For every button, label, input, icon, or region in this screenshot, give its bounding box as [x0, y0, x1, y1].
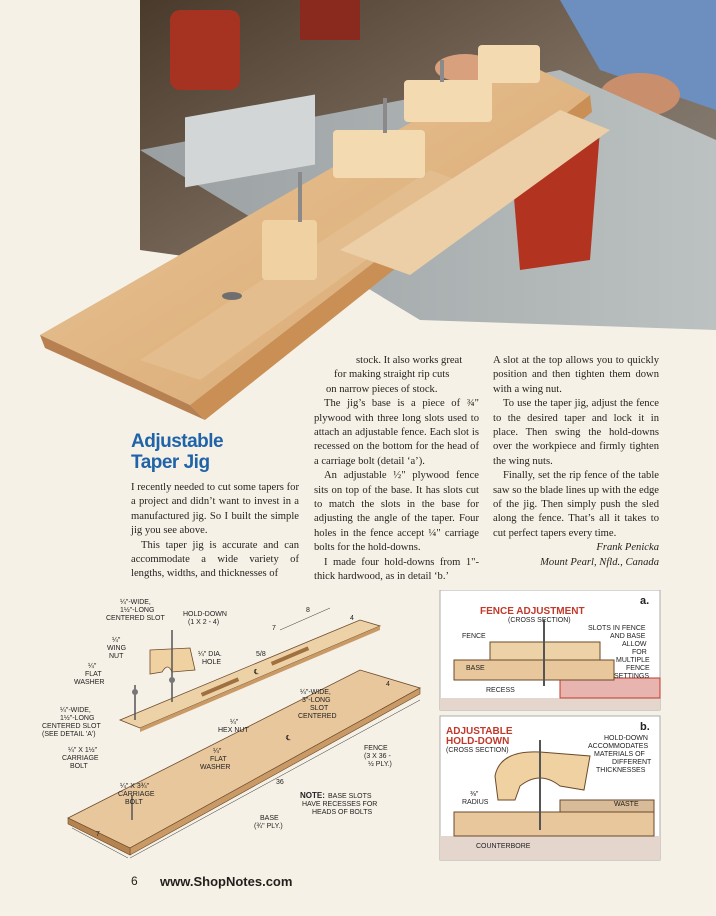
- paragraph: The jig’s base is a piece of ¾" plywood with three long slots used to attach an adjustable fence. Each slot is recessed on the bottom for the head of a carriage bolt (detail ‘a’).: [314, 398, 479, 467]
- svg-text:ACCOMMODATES: ACCOMMODATES: [588, 743, 649, 750]
- svg-text:(CROSS SECTION): (CROSS SECTION): [508, 617, 571, 624]
- svg-text:HOLE: HOLE: [202, 659, 222, 666]
- svg-text:MULTIPLE: MULTIPLE: [616, 657, 650, 664]
- svg-text:HOLD-DOWN: HOLD-DOWN: [183, 611, 227, 618]
- article-title: Adjustable Taper Jig: [131, 431, 224, 473]
- svg-text:HOLD-DOWN: HOLD-DOWN: [604, 735, 648, 742]
- website-link[interactable]: www.ShopNotes.com: [160, 874, 293, 889]
- svg-text:(SEE DETAIL 'a'): (SEE DETAIL 'a'): [42, 731, 96, 738]
- paragraph-line: for making straight rip cuts: [334, 369, 450, 381]
- detail-b: [440, 716, 660, 860]
- svg-text:36: 36: [276, 779, 284, 786]
- label-slot-top: [106, 599, 165, 622]
- svg-text:(1 x 2 - 4): (1 x 2 - 4): [188, 619, 220, 626]
- svg-text:1½"-LONG: 1½"-LONG: [120, 607, 155, 614]
- paragraph: An adjustable ½" plywood fence sits on top of the base. It has slots cut to match the slots in the base for adjusting the angle of the taper. Four holes in the fence accept ¼" carriage bolts for the hold-downs.: [314, 470, 479, 554]
- label-fence: [364, 745, 392, 768]
- svg-text:8: 8: [306, 607, 310, 614]
- svg-text:DIFFERENT: DIFFERENT: [612, 759, 652, 766]
- label-dia-hole: [198, 651, 222, 666]
- label-wing-nut: [107, 637, 126, 660]
- column-3: [493, 354, 659, 570]
- svg-text:THICKNESSES: THICKNESSES: [596, 767, 646, 774]
- svg-text:½ PLY.): ½ PLY.): [368, 761, 392, 768]
- paragraph: Finally, set the rip fence of the table saw so the blade lines up with the edge of the jig. Then simply push the sled along the fence. That’s all it takes to cut perfect tapers every time.: [493, 470, 659, 539]
- svg-text:¼" x 3¾": ¼" x 3¾": [120, 783, 150, 790]
- paragraph-line: stock. It also works great: [356, 355, 463, 366]
- svg-text:COUNTERBORE: COUNTERBORE: [476, 843, 531, 850]
- svg-text:CENTERED SLOT: CENTERED SLOT: [42, 723, 101, 730]
- svg-text:NOTE:: NOTE:: [300, 791, 325, 800]
- svg-text:1½"-LONG: 1½"-LONG: [60, 715, 95, 722]
- svg-text:SETTINGS: SETTINGS: [614, 673, 650, 680]
- svg-text:HEX NUT: HEX NUT: [218, 727, 249, 734]
- svg-text:RADIUS: RADIUS: [462, 799, 489, 806]
- svg-text:FLAT: FLAT: [210, 756, 227, 763]
- svg-text:ALLOW: ALLOW: [622, 641, 647, 648]
- column-2: [314, 354, 479, 585]
- svg-text:¼"-WIDE,: ¼"-WIDE,: [300, 689, 331, 696]
- svg-text:¼": ¼": [213, 748, 222, 755]
- svg-text:3"-LONG: 3"-LONG: [302, 697, 331, 704]
- svg-text:WASHER: WASHER: [200, 764, 231, 771]
- svg-text:BASE: BASE: [466, 665, 485, 672]
- svg-text:¼": ¼": [88, 663, 97, 670]
- svg-text:WASHER: WASHER: [74, 679, 105, 686]
- svg-text:¼": ¼": [112, 637, 121, 644]
- svg-text:WING: WING: [107, 645, 127, 652]
- svg-text:4: 4: [350, 615, 354, 622]
- svg-text:¼"-WIDE,: ¼"-WIDE,: [60, 707, 91, 714]
- label-slot-left: [42, 707, 101, 738]
- paragraph: To use the taper jig, adjust the fence to the desired taper and lock it in place. Then swing the hold-downs over the workpiece and firmly tighten the wing nuts.: [493, 398, 659, 467]
- svg-text:BASE: BASE: [260, 815, 279, 822]
- svg-text:¼": ¼": [230, 719, 239, 726]
- svg-text:ADJUSTABLE: ADJUSTABLE: [446, 726, 513, 737]
- svg-text:FENCE: FENCE: [462, 633, 486, 640]
- svg-text:℄: ℄: [254, 669, 259, 676]
- label-hold-down: [183, 611, 227, 626]
- svg-text:SLOTS IN FENCE: SLOTS IN FENCE: [588, 625, 646, 632]
- svg-text:NUT: NUT: [109, 653, 124, 660]
- svg-text:RECESS: RECESS: [486, 687, 515, 694]
- svg-text:MATERIALS OF: MATERIALS OF: [594, 751, 645, 758]
- page-number: 6: [131, 874, 138, 888]
- svg-text:5/8: 5/8: [256, 651, 266, 658]
- author-location: Mount Pearl, Nfld., Canada: [540, 556, 659, 568]
- svg-text:FOR: FOR: [632, 649, 647, 656]
- paragraph-line: on narrow pieces of stock.: [326, 383, 438, 395]
- svg-text:CARRIAGE: CARRIAGE: [118, 791, 155, 798]
- svg-text:a.: a.: [640, 595, 650, 607]
- svg-text:(¾" PLY.): (¾" PLY.): [254, 823, 283, 830]
- svg-text:¼"-WIDE,: ¼"-WIDE,: [120, 599, 151, 606]
- svg-text:FENCE ADJUSTMENT: FENCE ADJUSTMENT: [480, 606, 585, 617]
- svg-text:HEADS OF BOLTS: HEADS OF BOLTS: [312, 809, 373, 816]
- svg-text:⅜": ⅜": [470, 791, 479, 798]
- detail-a: [440, 590, 660, 710]
- label-hex-nut: [218, 719, 249, 734]
- label-base: [254, 815, 283, 830]
- paragraph: I made four hold-downs from 1"-thick hardwood, as in detail ‘b.’: [314, 556, 479, 583]
- svg-text:4: 4: [386, 681, 390, 688]
- svg-text:(CROSS SECTION): (CROSS SECTION): [446, 747, 509, 754]
- svg-text:WASTE: WASTE: [614, 801, 639, 808]
- svg-text:¼" DIA.: ¼" DIA.: [198, 651, 222, 658]
- column-1: [131, 481, 299, 582]
- svg-text:HOLD-DOWN: HOLD-DOWN: [446, 736, 510, 747]
- svg-text:CENTERED SLOT: CENTERED SLOT: [106, 615, 165, 622]
- author-name: Frank Penicka: [596, 542, 659, 554]
- paragraph: A slot at the top allows you to quickly position and then tighten them down with a wing nut.: [493, 355, 659, 395]
- svg-text:BOLT: BOLT: [70, 763, 88, 770]
- svg-text:CENTERED: CENTERED: [298, 713, 337, 720]
- svg-text:BOLT: BOLT: [125, 799, 143, 806]
- svg-text:AND BASE: AND BASE: [610, 633, 646, 640]
- label-flat-washer: [74, 663, 104, 686]
- label-carriage-bolt: [62, 746, 99, 770]
- svg-text:℄: ℄: [286, 735, 291, 742]
- svg-text:FENCE: FENCE: [364, 745, 388, 752]
- svg-text:7: 7: [96, 831, 100, 838]
- svg-text:7: 7: [272, 625, 276, 632]
- svg-text:FENCE: FENCE: [626, 665, 650, 672]
- svg-text:FLAT: FLAT: [85, 671, 102, 678]
- exploded-diagram: [0, 590, 716, 890]
- paragraph: I recently needed to cut some tapers for a project and didn’t want to invest in a manufactured jig. So I built the simple jig you see above.: [131, 482, 299, 537]
- svg-text:CARRIAGE: CARRIAGE: [62, 755, 99, 762]
- svg-text:b.: b.: [640, 721, 650, 733]
- note: [300, 791, 377, 816]
- svg-text:¼" x 1½": ¼" x 1½": [68, 747, 98, 754]
- svg-text:(3 x 36 -: (3 x 36 -: [364, 753, 391, 760]
- svg-text:SLOT: SLOT: [310, 705, 329, 712]
- svg-text:BASE SLOTS: BASE SLOTS: [328, 793, 372, 800]
- paragraph: This taper jig is accurate and can accommodate a wide variety of lengths, widths, and thicknesses of: [131, 539, 299, 580]
- svg-text:HAVE RECESSES FOR: HAVE RECESSES FOR: [302, 801, 378, 808]
